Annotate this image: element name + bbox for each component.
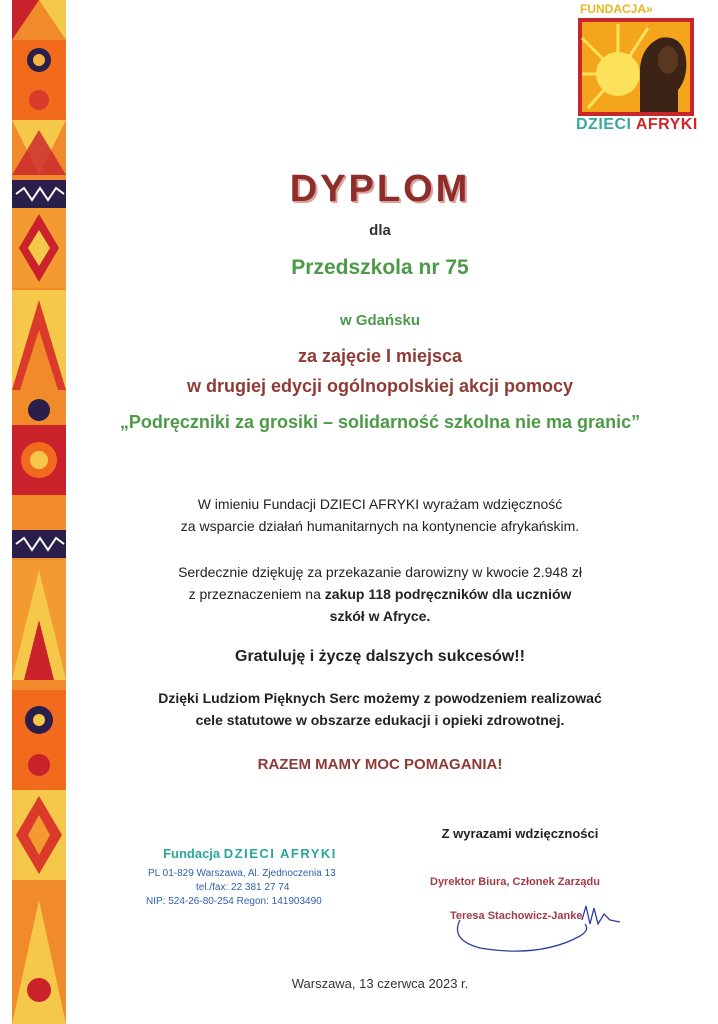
logo-bottom-text: [576, 116, 698, 134]
foundation-name-prefix: Fundacja: [163, 846, 224, 861]
recipient-city: w Gdańsku: [339, 312, 421, 329]
foundation-stamp: [140, 846, 360, 909]
logo-word-afryki: AFRYKI: [635, 116, 698, 133]
donation-line-1: Serdecznie dziękuję za przekazanie darowizny w kwocie 2.948 zł: [178, 564, 582, 580]
donation-line-2-normal: z przeznaczeniem na: [188, 586, 325, 602]
pattern-graphic: [12, 0, 66, 1024]
achievement-line-2: w drugiej edycji ogólnopolskiej akcji pomocy: [186, 376, 574, 396]
foundation-name-caps: DZIECI AFRYKI: [223, 846, 337, 861]
diploma-title: DYPLOM: [289, 168, 471, 210]
logo-top-text: FUNDACJA»: [580, 2, 653, 16]
achievement-line-1: za zajęcie I miejsca: [297, 346, 463, 366]
signer-position: Dyrektor Biura, Członek Zarządu: [430, 876, 600, 888]
logo-image: [578, 18, 694, 116]
donation-line-2: [70, 586, 690, 602]
donation-line-3: szkół w Afryce.: [329, 608, 431, 624]
issue-date: Warszawa, 13 czerwca 2023 r.: [291, 976, 469, 991]
diploma-for: dla: [369, 222, 391, 239]
action-name: „Podręczniki za grosiki – solidarność szkolna nie ma granic”: [119, 412, 641, 432]
signer-name: Teresa Stachowicz-Janke: [450, 910, 583, 922]
foundation-nip-regon: NIP: 524-26-80-254 Regon: 141903490: [146, 896, 322, 907]
thanks-line-1: Dzięki Ludziom Pięknych Serc możemy z powodzeniem realizować: [158, 690, 602, 706]
donation-line-2-bold: zakup 118 podręczników dla uczniów: [324, 586, 572, 602]
congratulations-text: Gratuluję i życzę dalszych sukcesów!!: [235, 648, 525, 665]
foundation-name: [140, 846, 360, 861]
foundation-telfax: tel./fax: 22 381 27 74: [196, 882, 290, 893]
thanks-line-2: cele statutowe w obszarze edukacji i opieki zdrowotnej.: [195, 712, 565, 728]
gratitude-line-1: W imieniu Fundacji DZIECI AFRYKI wyrażam wdzięczność: [197, 496, 563, 512]
motto-text: RAZEM MAMY MOC POMAGANIA!: [257, 756, 503, 773]
gratitude-line-2: za wsparcie działań humanitarnych na kontynencie afrykańskim.: [180, 518, 580, 534]
recipient-name: Przedszkola nr 75: [291, 256, 469, 279]
regards-text: Z wyrazami wdzięczności: [441, 826, 599, 841]
logo-word-dzieci: DZIECI: [576, 116, 632, 133]
fundacja-dzieci-afryki-logo: [576, 2, 702, 136]
foundation-address: PL 01-829 Warszawa, Al. Zjednoczenia 13: [148, 868, 336, 879]
decorative-pattern-border: [12, 0, 66, 1024]
